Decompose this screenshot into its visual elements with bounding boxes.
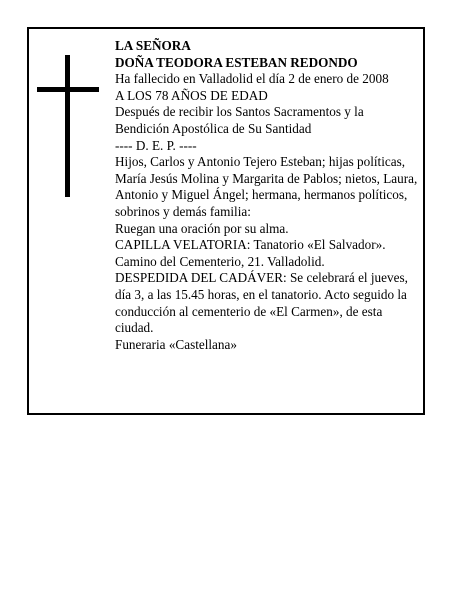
cross-horizontal-bar bbox=[37, 87, 99, 92]
latin-cross-icon bbox=[37, 55, 99, 197]
sacraments-line: Después de recibir los Santos Sacramentos y la Bendición Apostólica de Su Santidad bbox=[115, 104, 364, 136]
chapel-info: CAPILLA VELATORIA: Tanatorio «El Salvador». Camino del Cementerio, 21. Valladolid. bbox=[115, 237, 386, 269]
death-info: Ha fallecido en Valladolid el día 2 de enero de 2008 bbox=[115, 71, 389, 87]
family-paragraph: Hijos, Carlos y Antonio Tejero Esteban; hijas políticas, María Jesús Molina y Margarita de Pablos; nietos, Laura, Antonio y Miguel Ángel; hermana, hermanos políticos, sobrinos y demás familia: bbox=[115, 154, 418, 219]
rip-line: ---- D. E. P. ---- bbox=[115, 137, 197, 153]
cross-vertical-bar bbox=[65, 55, 70, 197]
prayer-line: Ruegan una oración por su alma. bbox=[115, 220, 289, 236]
funeral-home: Funeraria «Castellana» bbox=[115, 336, 237, 352]
farewell-info: DESPEDIDA DEL CADÁVER: Se celebrará el jueves, día 3, a las 15.45 horas, en el tanatorio. Acto seguido la conducción al cementerio de «El Carmen», de esta ciudad. bbox=[115, 270, 408, 336]
obituary-text bbox=[115, 38, 421, 353]
age-line: A LOS 78 AÑOS DE EDAD bbox=[115, 87, 268, 103]
heading-title: LA SEÑORA bbox=[115, 38, 191, 53]
deceased-name: DOÑA TEODORA ESTEBAN REDONDO bbox=[115, 54, 358, 70]
